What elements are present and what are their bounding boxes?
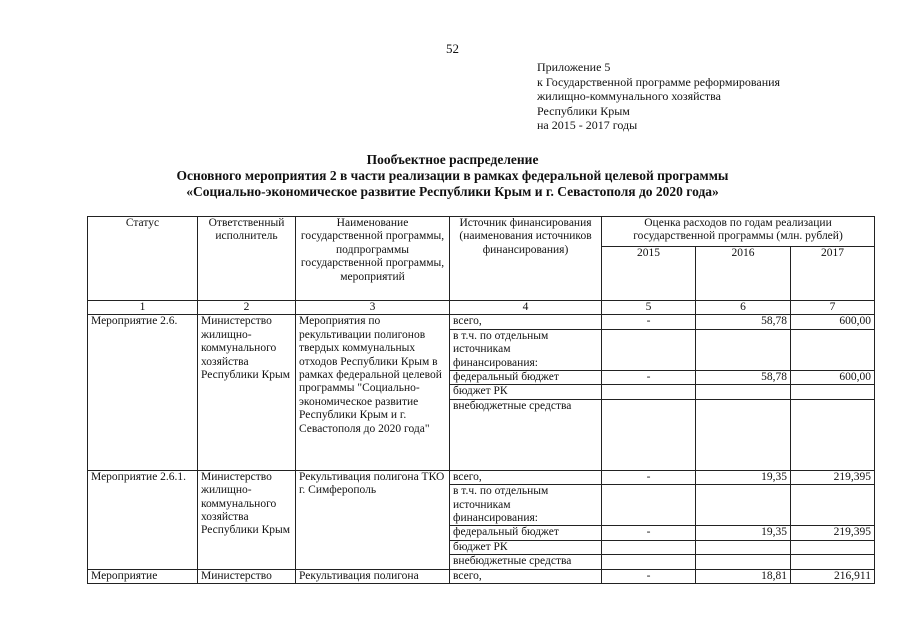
value-2015: - [602, 526, 696, 540]
appendix-line: к Государственной программе реформирования [537, 74, 781, 89]
table-row [88, 315, 875, 329]
source-federal: федеральный бюджет [450, 371, 602, 385]
empty-cell [602, 555, 696, 569]
column-number: 1 [88, 301, 198, 315]
appendix-line: Республики Крым [537, 103, 630, 118]
header-executor: Ответственный исполнитель [198, 217, 296, 301]
title-line-3: «Социально-экономическое развитие Республики Крым и г. Севастополя до 2020 года» [186, 184, 719, 199]
appendix-line: Приложение 5 [537, 60, 611, 74]
row-status: Мероприятие 2.6. [88, 315, 198, 470]
row-executor: Министерство жилищно-коммунального хозяйства Республики Крым [198, 315, 296, 470]
table-row [88, 470, 875, 484]
value-2017: 600,00 [791, 371, 875, 385]
header-row [88, 217, 875, 247]
empty-cell [602, 329, 696, 370]
row-program-name: Рекультивация полигона ТКО г. Симферополь [296, 470, 450, 569]
header-program-name: Наименование государственной программы, подпрограммы государственной программы, мероприятий [296, 217, 450, 301]
empty-cell [696, 399, 791, 470]
distribution-table [87, 216, 875, 584]
empty-cell [791, 540, 875, 554]
empty-cell [696, 540, 791, 554]
value-2015: - [602, 371, 696, 385]
source-including: в т.ч. по отдельным источникам финансирования: [450, 329, 602, 370]
value-2017: 600,00 [791, 315, 875, 329]
source-extra-budgetary: внебюджетные средства [450, 555, 602, 569]
source-rk-budget: бюджет РК [450, 540, 602, 554]
appendix-note [537, 60, 780, 133]
header-year: 2017 [791, 247, 875, 301]
row-program-name: Рекультивация полигона [296, 569, 450, 583]
value-2017: 216,911 [791, 569, 875, 583]
empty-cell [791, 485, 875, 526]
column-number: 2 [198, 301, 296, 315]
empty-cell [791, 329, 875, 370]
empty-cell [696, 385, 791, 399]
value-2016: 19,35 [696, 470, 791, 484]
source-rk-budget: бюджет РК [450, 385, 602, 399]
empty-cell [602, 485, 696, 526]
row-executor: Министерство жилищно-коммунального хозяйства Республики Крым [198, 470, 296, 569]
empty-cell [696, 485, 791, 526]
column-number: 5 [602, 301, 696, 315]
column-numbers-row [88, 301, 875, 315]
row-executor: Министерство [198, 569, 296, 583]
column-number: 7 [791, 301, 875, 315]
empty-cell [791, 385, 875, 399]
source-extra-budgetary: внебюджетные средства [450, 399, 602, 470]
source-total: всего, [450, 569, 602, 583]
header-year: 2015 [602, 247, 696, 301]
table-row [88, 569, 875, 583]
title-line-1: Пообъектное распределение [366, 152, 539, 167]
column-number: 4 [450, 301, 602, 315]
appendix-line: жилищно-коммунального хозяйства [537, 89, 721, 103]
header-cost-estimate: Оценка расходов по годам реализации государственной программы (млн. рублей) [602, 217, 875, 247]
header-funding-source: Источник финансирования (наименования источников финансирования) [450, 217, 602, 301]
value-2017: 219,395 [791, 526, 875, 540]
empty-cell [696, 555, 791, 569]
row-status: Мероприятие [88, 569, 198, 583]
value-2017: 219,395 [791, 470, 875, 484]
column-number: 6 [696, 301, 791, 315]
column-number: 3 [296, 301, 450, 315]
source-total: всего, [450, 315, 602, 329]
value-2016: 18,81 [696, 569, 791, 583]
empty-cell [791, 555, 875, 569]
empty-cell [602, 385, 696, 399]
value-2016: 19,35 [696, 526, 791, 540]
empty-cell [791, 399, 875, 470]
empty-cell [696, 329, 791, 370]
empty-cell [602, 399, 696, 470]
page-number: 52 [446, 41, 459, 56]
value-2016: 58,78 [696, 371, 791, 385]
source-federal: федеральный бюджет [450, 526, 602, 540]
appendix-line: на 2015 - 2017 годы [537, 118, 638, 132]
row-status: Мероприятие 2.6.1. [88, 470, 198, 569]
header-status: Статус [88, 217, 198, 301]
value-2015: - [602, 569, 696, 583]
value-2015: - [602, 315, 696, 329]
value-2016: 58,78 [696, 315, 791, 329]
source-including: в т.ч. по отдельным источникам финансирования: [450, 485, 602, 526]
document-title [0, 152, 905, 200]
row-program-name: Мероприятия по рекультивации полигонов твердых коммунальных отходов Республики Крым в рамках федеральной целевой программы "Социально-экономическое развитие Республики Крым и г. Севастополя до 2020 года" [296, 315, 450, 470]
empty-cell [602, 540, 696, 554]
value-2015: - [602, 470, 696, 484]
source-total: всего, [450, 470, 602, 484]
header-year: 2016 [696, 247, 791, 301]
title-line-2: Основного мероприятия 2 в части реализации в рамках федеральной целевой программы [176, 168, 729, 183]
